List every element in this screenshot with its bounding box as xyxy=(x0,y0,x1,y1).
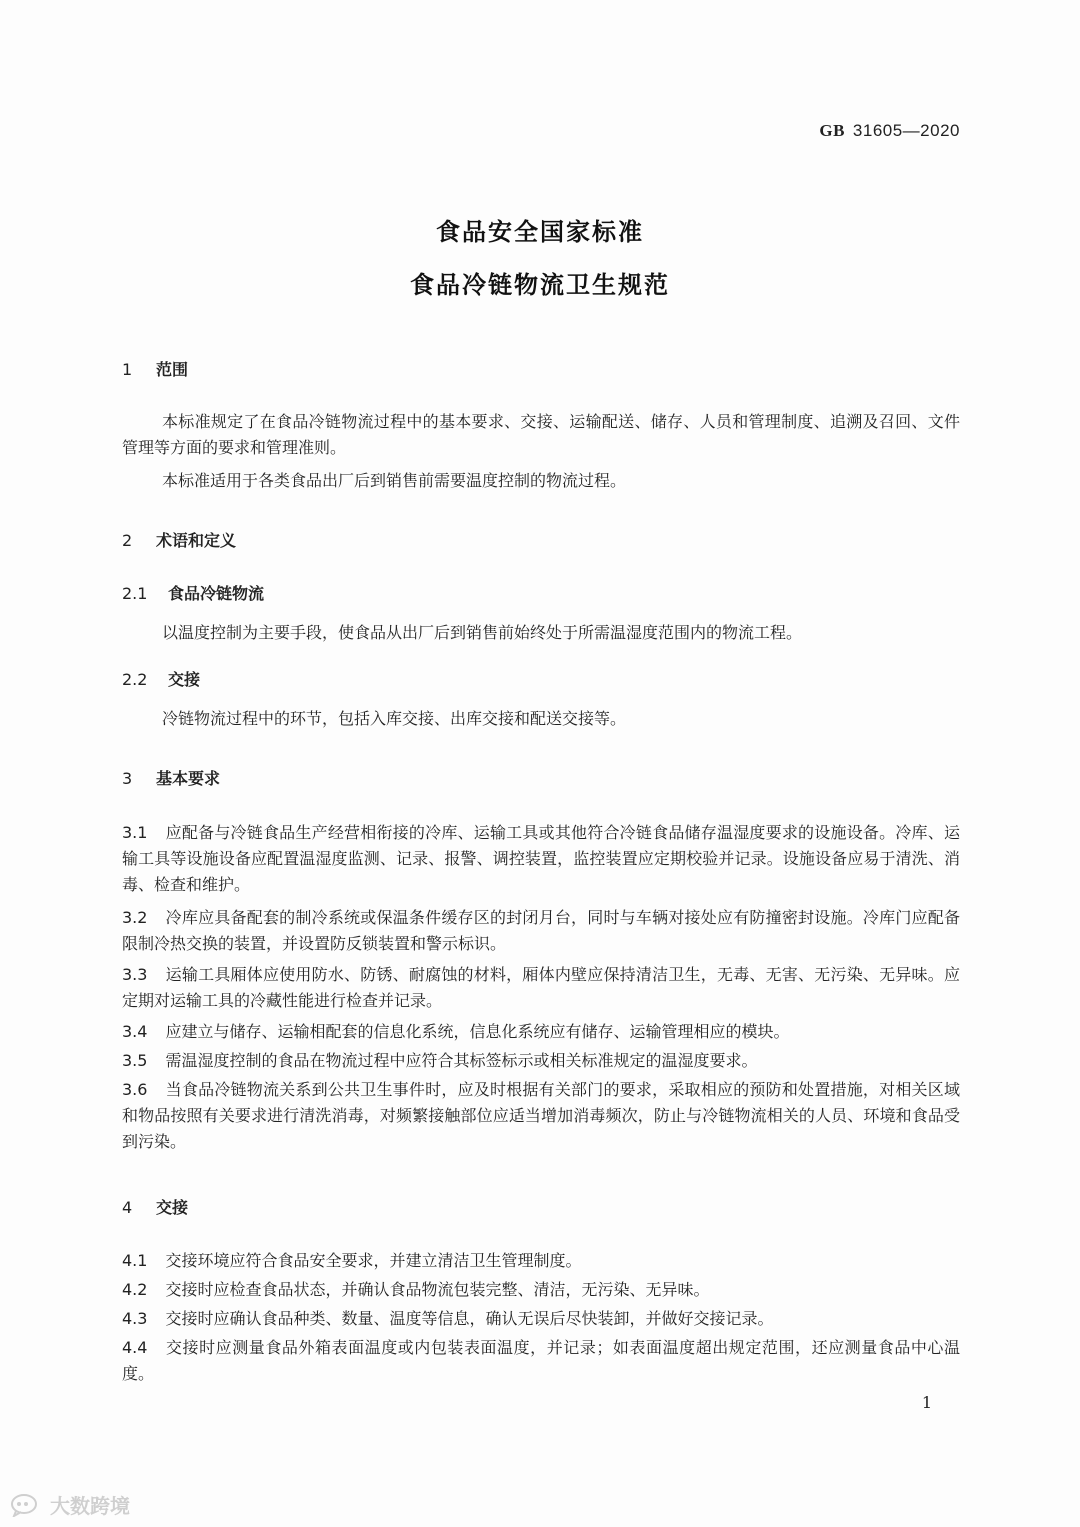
document-title: 食品安全国家标准 xyxy=(436,218,644,246)
clause-text: 应配备与冷链食品生产经营相衔接的冷库、运输工具或其他符合冷链食品储存温湿度要求的设施设备。冷库、运输工具等设施设备应配置温湿度监测、记录、报警、调控装置，监控装置应定期校验并记录。设施设备应易于清洗、消毒、检查和维护。 xyxy=(122,823,960,894)
definition-2-2-heading xyxy=(122,667,200,690)
clause-text: 冷库应具备配套的制冷系统或保温条件缓存区的封闭月台，同时与车辆对接处应有防撞密封设施。冷库门应配备限制冷热交换的装置，并设置防反锁装置和警示标识。 xyxy=(122,908,960,953)
clause-3-2 xyxy=(122,905,960,957)
definition-number: 2.2 xyxy=(122,670,148,689)
section-title: 术语和定义 xyxy=(156,531,237,550)
clause-4-4 xyxy=(122,1335,960,1387)
section-number: 1 xyxy=(122,360,133,379)
clause-number: 3.3 xyxy=(122,965,148,984)
clause-3-1 xyxy=(122,820,960,898)
section-title: 交接 xyxy=(156,1198,189,1217)
section-title: 基本要求 xyxy=(156,769,221,788)
definition-term: 交接 xyxy=(168,670,201,689)
clause-text: 当食品冷链物流关系到公共卫生事件时，应及时根据有关部门的要求，采取相应的预防和处置措施，对相关区域和物品按照有关要求进行清洗消毒，对频繁接触部位应适当增加消毒频次，防止与冷链物流相关的人员、环境和食品受到污染。 xyxy=(122,1080,960,1151)
clause-4-3 xyxy=(122,1306,960,1332)
section-number: 3 xyxy=(122,769,133,788)
watermark xyxy=(10,1490,130,1519)
clause-number: 4.4 xyxy=(122,1338,148,1357)
section-1-heading xyxy=(122,357,188,380)
clause-number: 3.1 xyxy=(122,823,148,842)
section-1-paragraph-1: 本标准规定了在食品冷链物流过程中的基本要求、交接、运输配送、储存、人员和管理制度、追溯及召回、文件管理等方面的要求和管理准则。 xyxy=(122,412,960,457)
section-3-heading xyxy=(122,766,220,789)
section-2-heading xyxy=(122,528,236,551)
clause-number: 3.5 xyxy=(122,1051,148,1070)
clause-3-6 xyxy=(122,1077,960,1155)
clause-3-3 xyxy=(122,962,960,1014)
definition-2-2-text: 冷链物流过程中的环节，包括入库交接、出库交接和配送交接等。 xyxy=(162,709,627,728)
definition-term: 食品冷链物流 xyxy=(168,584,265,603)
clause-3-5 xyxy=(122,1048,960,1074)
section-4-heading xyxy=(122,1195,188,1218)
clause-number: 4.3 xyxy=(122,1309,148,1328)
watermark-text: 大数跨境 xyxy=(50,1494,130,1518)
section-number: 2 xyxy=(122,531,133,550)
clause-text: 交接环境应符合食品安全要求，并建立清洁卫生管理制度。 xyxy=(165,1251,582,1270)
clause-number: 3.2 xyxy=(122,908,148,927)
standard-prefix: GB xyxy=(819,121,845,140)
clause-3-4 xyxy=(122,1019,960,1045)
document-subtitle: 食品冷链物流卫生规范 xyxy=(410,271,670,299)
definition-2-1-heading xyxy=(122,581,264,604)
clause-4-1 xyxy=(122,1248,960,1274)
section-title: 范围 xyxy=(156,360,189,379)
page-number: 1 xyxy=(921,1393,932,1412)
clause-number: 3.4 xyxy=(122,1022,148,1041)
section-1-paragraph-2: 本标准适用于各类食品出厂后到销售前需要温度控制的物流过程。 xyxy=(162,471,627,490)
standard-number xyxy=(819,121,960,141)
clause-number: 3.6 xyxy=(122,1080,148,1099)
clause-text: 交接时应检查食品状态，并确认食品物流包装完整、清洁，无污染、无异味。 xyxy=(165,1280,710,1299)
section-number: 4 xyxy=(122,1198,133,1217)
clause-text: 交接时应确认食品种类、数量、温度等信息，确认无误后尽快装卸，并做好交接记录。 xyxy=(165,1309,774,1328)
clause-text: 应建立与储存、运输相配套的信息化系统，信息化系统应有储存、运输管理相应的模块。 xyxy=(165,1022,790,1041)
definition-2-1-text: 以温度控制为主要手段，使食品从出厂后到销售前始终处于所需温湿度范围内的物流工程。 xyxy=(162,623,803,642)
clause-4-2 xyxy=(122,1277,960,1303)
chat-bubble-icon xyxy=(10,1493,44,1517)
standard-code: 31605—2020 xyxy=(852,121,960,140)
clause-number: 4.1 xyxy=(122,1251,148,1270)
clause-text: 交接时应测量食品外箱表面温度或内包装表面温度，并记录；如表面温度超出规定范围，还应测量食品中心温度。 xyxy=(122,1338,960,1383)
clause-number: 4.2 xyxy=(122,1280,148,1299)
clause-text: 运输工具厢体应使用防水、防锈、耐腐蚀的材料，厢体内壁应保持清洁卫生，无毒、无害、无污染、无异味。应定期对运输工具的冷藏性能进行检查并记录。 xyxy=(122,965,960,1010)
definition-number: 2.1 xyxy=(122,584,148,603)
clause-text: 需温湿度控制的食品在物流过程中应符合其标签标示或相关标准规定的温湿度要求。 xyxy=(165,1051,758,1070)
